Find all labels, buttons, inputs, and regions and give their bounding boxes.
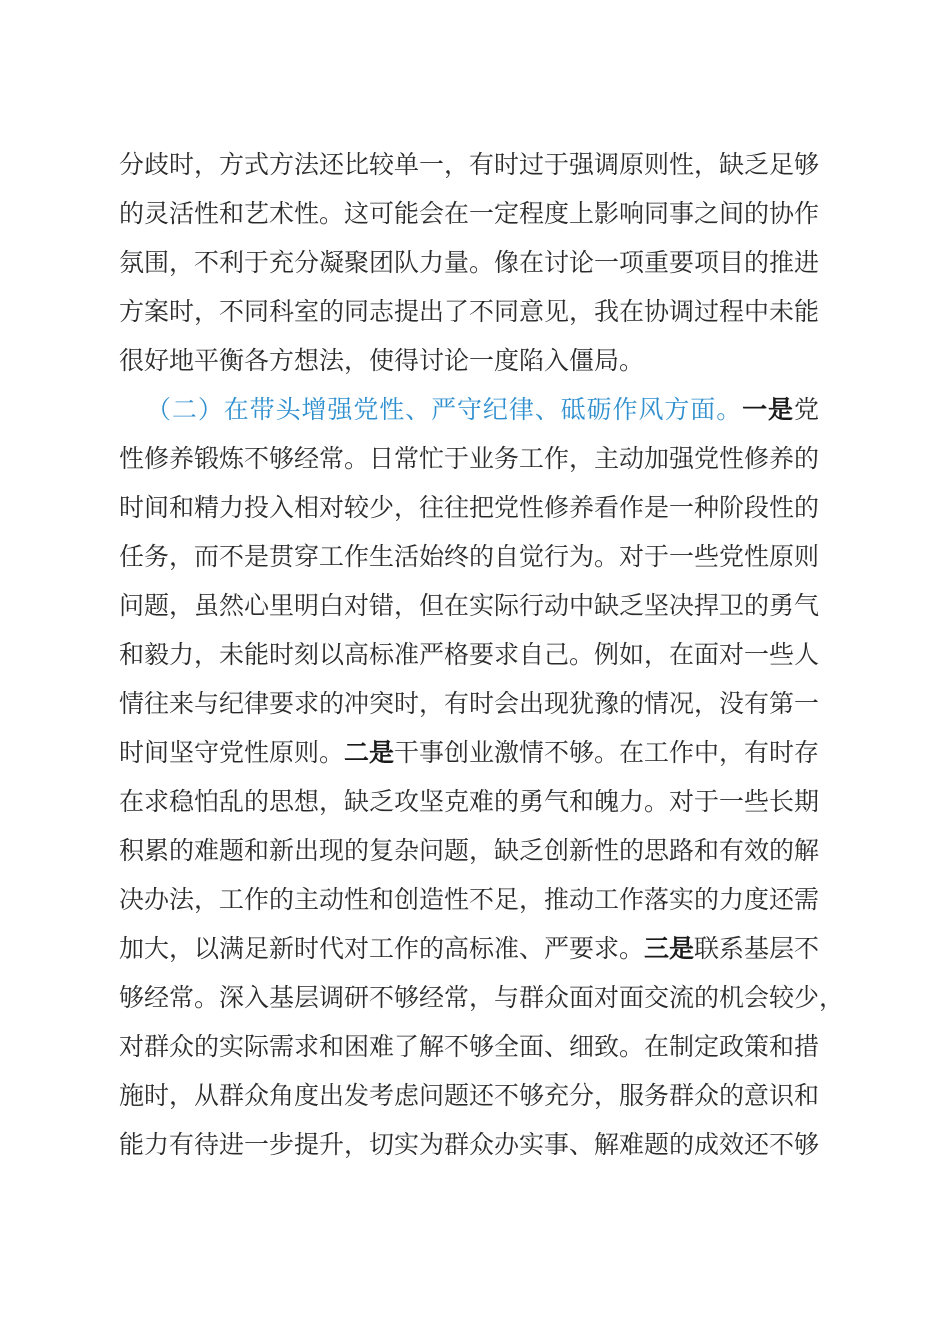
paragraph1-line-2: 的灵活性和艺术性。这可能会在一定程度上影响同事之间的协作 bbox=[119, 199, 820, 228]
paragraph2-line-8 bbox=[119, 728, 819, 777]
paragraph1-line-1: 分歧时，方式方法还比较单一，有时过于强调原则性，缺乏足够 bbox=[119, 150, 820, 179]
paragraph2-line-8-post: 干事创业激情不够。在工作中，有时存 bbox=[394, 738, 820, 767]
paragraph2-line-12 bbox=[119, 924, 819, 973]
point-marker-1: 一是 bbox=[742, 395, 794, 424]
paragraph2-line-7: 情往来与纪律要求的冲突时，有时会出现犹豫的情况，没有第一 bbox=[119, 689, 820, 718]
paragraph2-line-11: 决办法，工作的主动性和创造性不足，推动工作落实的力度还需 bbox=[119, 885, 820, 914]
document-body bbox=[119, 140, 845, 1169]
paragraph2-line-10: 积累的难题和新出现的复杂问题，缺乏创新性的思路和有效的解 bbox=[119, 836, 820, 865]
paragraph2-line-13: 够经常。深入基层调研不够经常，与群众面对面交流的机会较少， bbox=[119, 983, 845, 1012]
paragraph2-line-8-pre: 时间坚守党性原则。 bbox=[119, 738, 345, 767]
paragraph2-line-16: 能力有待进一步提升，切实为群众办实事、解难题的成效还不够 bbox=[119, 1130, 820, 1159]
paragraph2-line-6: 和毅力，未能时刻以高标准严格要求自己。例如，在面对一些人 bbox=[119, 640, 820, 669]
point-marker-2: 二是 bbox=[344, 738, 395, 767]
paragraph2-line-12-pre: 加大，以满足新时代对工作的高标准、严要求。 bbox=[119, 934, 645, 963]
paragraph2-line-5: 问题，虽然心里明白对错，但在实际行动中缺乏坚决捍卫的勇气 bbox=[119, 591, 820, 620]
paragraph2-line-14: 对群众的实际需求和困难了解不够全面、细致。在制定政策和措 bbox=[119, 1032, 820, 1061]
section-heading: （二）在带头增强党性、严守纪律、砥砺作风方面。 bbox=[146, 395, 743, 424]
paragraph2-line-2: 性修养锻炼不够经常。日常忙于业务工作，主动加强党性修养的 bbox=[119, 444, 820, 473]
paragraph2-line-15: 施时，从群众角度出发考虑问题还不够充分，服务群众的意识和 bbox=[119, 1081, 820, 1110]
paragraph1-line-4: 方案时，不同科室的同志提出了不同意见，我在协调过程中未能 bbox=[119, 297, 820, 326]
paragraph2-line-1-tail: 党 bbox=[793, 395, 819, 424]
paragraph2-line-12-post: 联系基层不 bbox=[694, 934, 820, 963]
paragraph1-line-5: 很好地平衡各方想法，使得讨论一度陷入僵局。 bbox=[119, 346, 645, 375]
paragraph2-line-4: 任务，而不是贯穿工作生活始终的自觉行为。对于一些党性原则 bbox=[119, 542, 820, 571]
paragraph2-line-9: 在求稳怕乱的思想，缺乏攻坚克难的勇气和魄力。对于一些长期 bbox=[119, 787, 820, 816]
point-marker-3: 三是 bbox=[644, 934, 695, 963]
paragraph1-line-3: 氛围，不利于充分凝聚团队力量。像在讨论一项重要项目的推进 bbox=[119, 248, 820, 277]
paragraph2-line-3: 时间和精力投入相对较少，往往把党性修养看作是一种阶段性的 bbox=[119, 493, 820, 522]
paragraph2-line-1 bbox=[119, 385, 819, 434]
